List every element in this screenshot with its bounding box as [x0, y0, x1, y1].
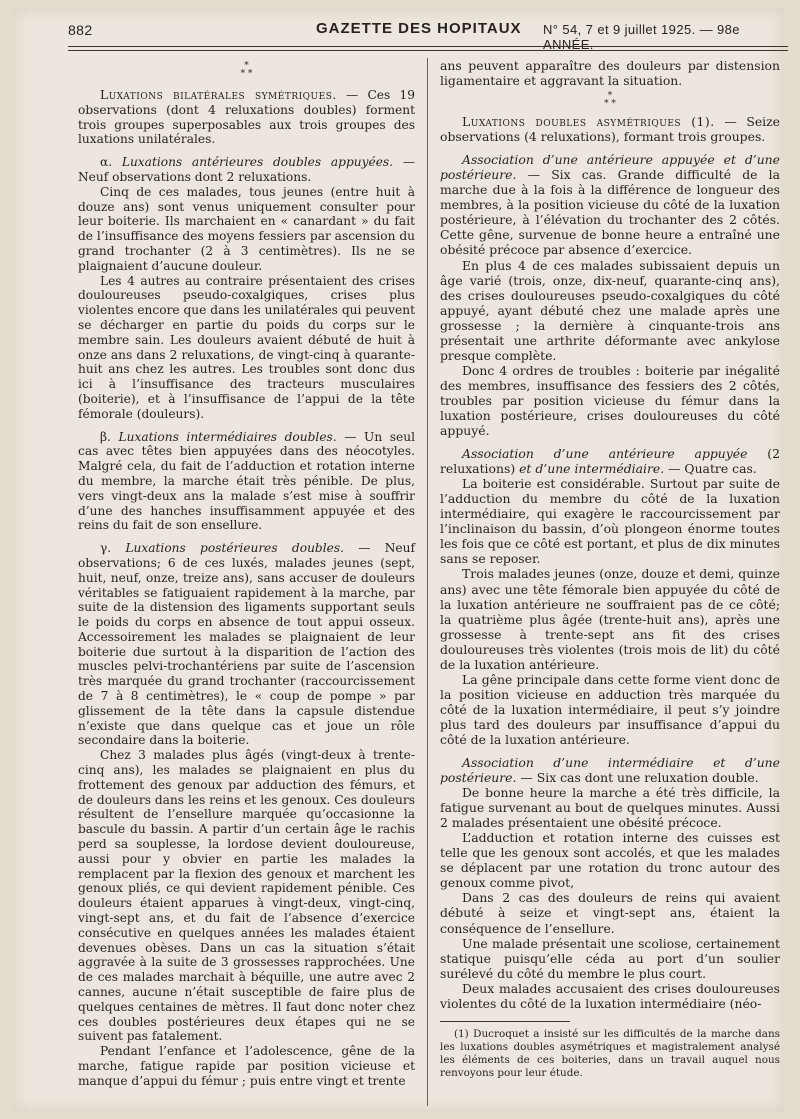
paragraph-continued: ans peuvent apparaître des douleurs par distension ligamentaire et aggravant la situation.: [440, 58, 780, 89]
paragraph: Une malade présentait une scoliose, certainement statique puisqu’elle céda au port d’un soulier surélevé du côté du membre le plus court.: [440, 935, 780, 981]
left-column: [78, 58, 415, 1089]
paragraph: Dans 2 cas des douleurs de reins qui avaient débuté à seize et vingt-sept ans, étaient la conséquence de l’ensellure.: [440, 890, 780, 936]
section-asterism: * * *: [240, 61, 253, 79]
paragraph: L’adduction et rotation interne des cuisses est telle que les genoux sont accolés, et que les malades se déplacent par une rotation du tronc autour des genoux comme pivot,: [440, 830, 780, 891]
footnote: (1) Ducroquet a insisté sur les difficultés de la marche dans les luxations doubles asymétriques et magistralement analysé les éléments de ces boiteries, dans un travail auquel nous renvoyons pour leur étude.: [440, 1027, 780, 1079]
page-header: [68, 14, 780, 52]
subsection-alpha: α. Luxations antérieures doubles appuyées. — Neuf observations dont 2 reluxations.: [78, 155, 416, 184]
subsection-association-2: Association d’une antérieure appuyée (2 reluxations) et d’une intermédiaire. — Quatre cas.: [440, 446, 781, 477]
section-heading-asymmetric: Luxations doubles asymétriques (1). — Seize observations (4 reluxations), formant trois groupes.: [440, 114, 780, 145]
subsection-association-1: Association d’une antérieure appuyée et d’une postérieure. — Six cas. Grande difficulté de la marche due à la fois à la différence de longueur des membres, à la position vicieuse du côté de la luxation postérieure, à l’élévation du trochanter des 2 côtés. Cette gêne, survenue de bonne heure a entraîné une obésité précoce par absence d’exercice.: [440, 152, 780, 258]
header-rule: [68, 46, 788, 47]
paragraph: Trois malades jeunes (onze, douze et demi, quinze ans) avec une tête fémorale bien appuyée du côté de la luxation antérieure ne souffraient pas de ce côté; la quatrième plus âgée (trente-huit ans), après une grossesse à trente-sept ans fit des crises douloureuses très violentes (trois mois de lit) du côté de la luxation antérieure.: [440, 566, 780, 672]
column-divider: [427, 58, 428, 1106]
footnote-rule: [440, 1021, 570, 1022]
paragraph: Cinq de ces malades, tous jeunes (entre huit à douze ans) sont venus uniquement consulter pour leur boiterie. Ils marchaient en « canardant » du fait de l’insuffisance des moyens fessiers par ascension du grand trochanter (2 à 3 centimètres). Ils ne se plaignaient d’aucune douleur.: [78, 184, 415, 273]
paragraph: Donc 4 ordres de troubles : boiterie par inégalité des membres, insuffisance des fessiers des 2 côtés, troubles par position vicieuse du fémur dans la luxation postérieure, crises douloureuses du côté appuyé.: [440, 362, 780, 439]
paragraph: De bonne heure la marche a été très difficile, la fatigue survenant au bout de quelques minutes. Aussi 2 malades présentaient une obésité précoce.: [440, 785, 780, 831]
page-number: 882: [68, 22, 93, 38]
journal-title: GAZETTE DES HOPITAUX: [316, 20, 522, 37]
paragraph: La gêne principale dans cette forme vient donc de la position vicieuse en adduction très marquée du côté de la luxation intermédiaire, il peut s’y joindre plus tard des douleurs par insuffisance d’appui du côté de la luxation antérieure.: [440, 671, 780, 747]
paragraph: Chez 3 malades plus âgés (vingt-deux à trente-cinq ans), les malades se plaignaient en plus du frottement des genoux par adduction des fémurs, et de douleurs dans les reins et les genoux. Ces douleurs résultent de l’ensellure marquée qu’occasionne la bascule du bassin. A partir d’un certain âge le rachis perd sa souplesse, la lordose devient douloureuse, aussi pour y obvier en partie les malades la remplacent par la flexion des genoux et marchent les genoux pliés, ce qui devient rapidement pénible. Ces douleurs étaient apparues à vingt-deux, vingt-cinq, vingt-sept ans, et du fait de l’absence d’exercice consécutive en quelques années les malades étaient devenues obèses. Dans un cas la situation s’était aggravée à la suite de 3 grossesses rapprochées. Une de ces malades marchait à béquille, une autre avec 2 cannes, aucune n’était susceptible de faire plus de quelques centaines de mètres. Il faut donc noter chez ces doubles postérieures deux étapes qui ne se suivent pas fatalement.: [78, 748, 415, 1044]
section-heading-bilateral: Luxations bilatérales symétriques. — Ces 19 observations (dont 4 reluxations doubles) forment trois groupes superposables aux trois groupes des luxations unilatérales.: [78, 88, 415, 147]
issue-info: N° 54, 7 et 9 juillet 1925. — 98e ANNÉE.: [543, 22, 740, 52]
paragraph: La boiterie est considérable. Surtout par suite de l’adduction du membre du côté de la luxation intermédiaire, qui exagère le raccourcissement par l’inclinaison du bassin, d’où plongeon énorme toutes les fois que ce côté est portant, et plus de dix minutes sans se reposer.: [440, 476, 780, 567]
subsection-beta: β. Luxations intermédiaires doubles. — Un seul cas avec têtes bien appuyées dans des néocotyles. Malgré cela, du fait de l’adduction et rotation interne du membre, la marche était très pénible. De plus, vers vingt-deux ans la malade s’est mise à souffrir d’une des hanches insuffisamment appuyée et des reins du fait de son ensellure.: [78, 429, 415, 533]
section-asterism: * * *: [604, 91, 616, 110]
paragraph: Pendant l’enfance et l’adolescence, gêne de la marche, fatigue rapide par position vicieuse et manque d’appui du fémur ; puis entre vingt et trente: [78, 1044, 415, 1088]
paragraph: Deux malades accusaient des crises douloureuses violentes du côté de la luxation intermédiaire (néo-: [440, 980, 780, 1011]
header-rule-thin: [68, 50, 788, 51]
right-column: [440, 58, 780, 1080]
subsection-association-3: Association d’une intermédiaire et d’une postérieure. — Six cas dont une reluxation double.: [440, 755, 780, 786]
paragraph: En plus 4 de ces malades subissaient depuis un âge varié (trois, onze, dix-neuf, quarante-cinq ans), des crises douloureuses pseudo-coxalgiques du côté appuyé, ayant débuté chez une malade après une grossesse ; la dernière à cinquante-trois ans présentait une arthrite déformante avec ankylose presque complète.: [440, 257, 780, 363]
subsection-gamma: γ. Luxations postérieures doubles. — Neuf observations; 6 de ces luxés, malades jeunes (sept, huit, neuf, onze, treize ans), sans accuser de douleurs véritables se fatiguaient rapidement à la marche, par suite de la distension des ligaments supportant seuls le poids du corps en absence de tout appui osseux. Accessoirement les malades se plaignaient de leur boiterie due surtout à la disparition de l’action des muscles pelvi-trochantériens par suite de l’ascension très marquée du grand trochanter (raccourcissement de 7 à 8 centimètres), le « coup de pompe » par glissement de la tête dans la capsule distendue n’existe que dans quelque cas et joue un rôle secondaire dans la boiterie.: [78, 541, 415, 748]
paragraph: Les 4 autres au contraire présentaient des crises douloureuses pseudo-coxalgiques, crises plus violentes encore que dans les unilatérales qui peuvent se décharger en partie du poids du corps sur le membre sain. Les douleurs avaient débuté de huit à onze ans dans 2 reluxations, de vingt-cinq à quarante-huit ans chez les autres. Les troubles sont donc dus ici à l’insuffisance des tracteurs musculaires (boiterie), et à l’insuffisance de l’appui de la tête fémorale (douleurs).: [78, 273, 415, 421]
